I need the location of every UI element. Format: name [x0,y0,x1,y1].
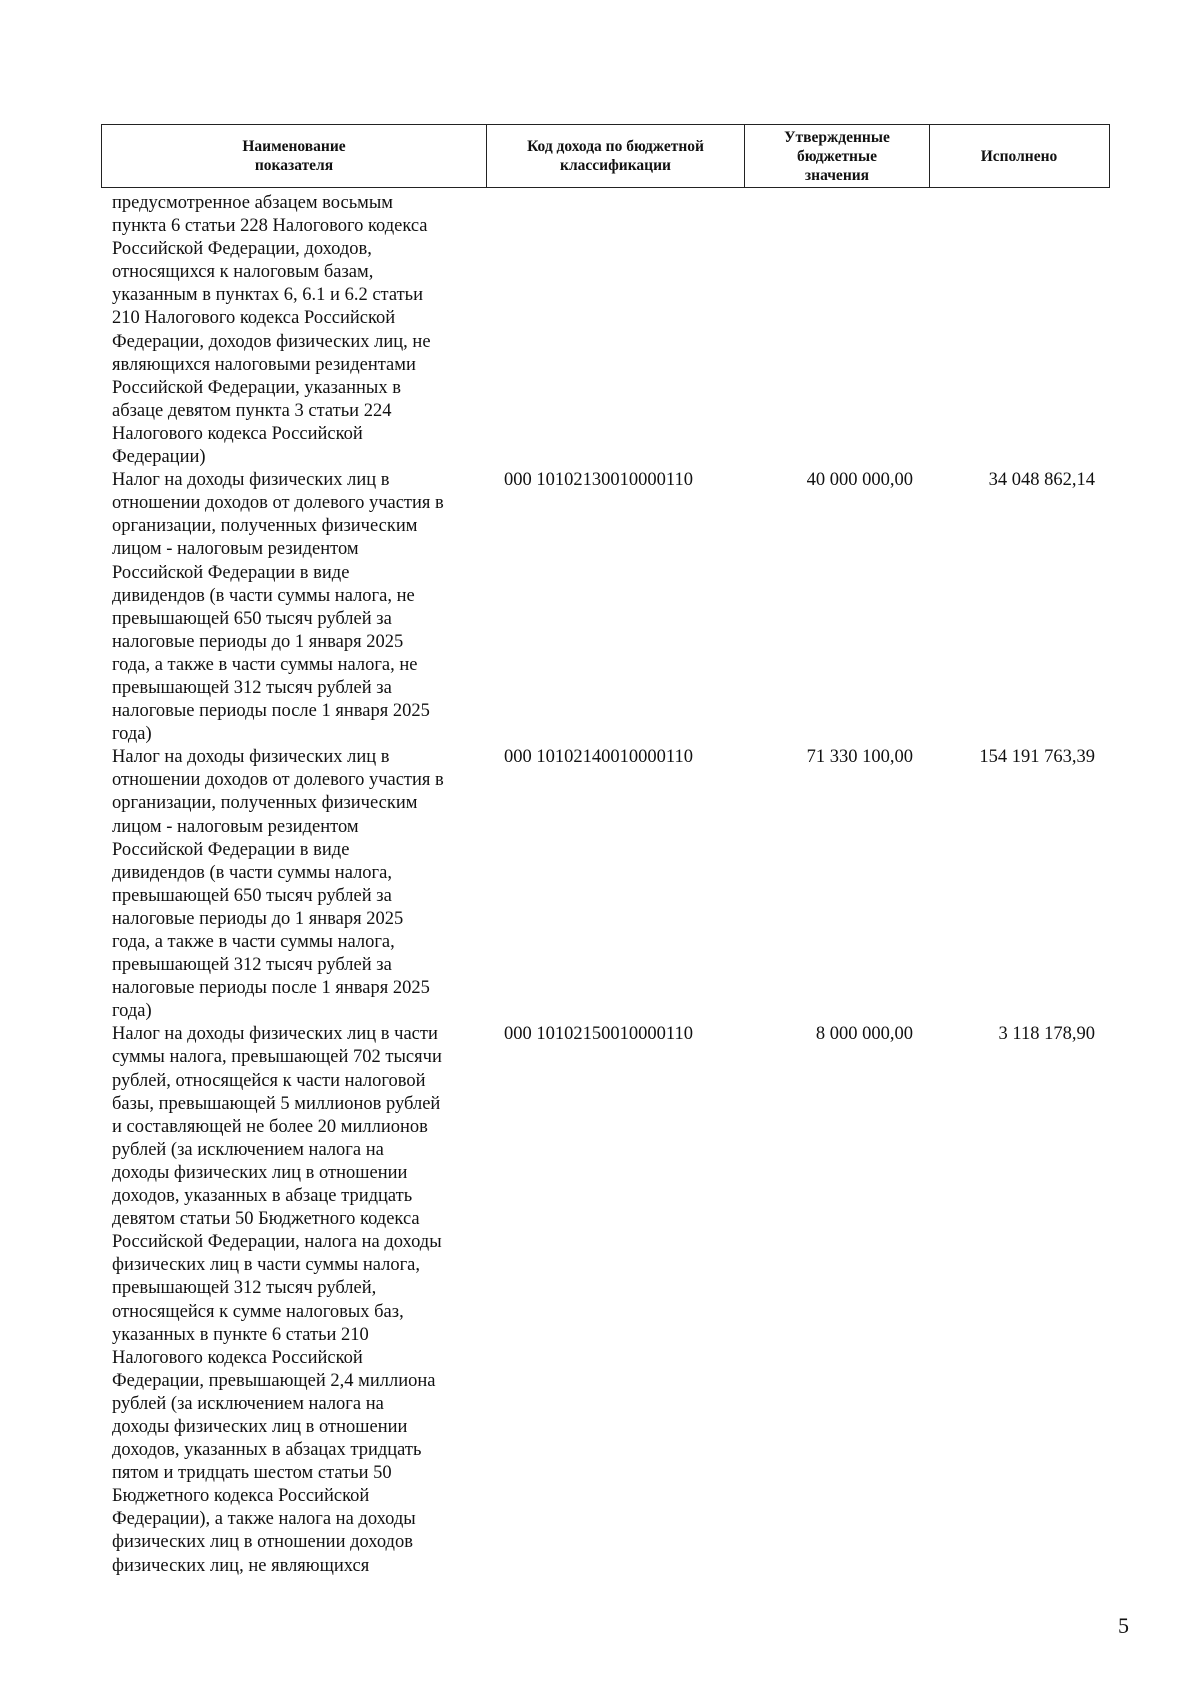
row-approved: 40 000 000,00 [806,470,913,491]
row-code: 000 10102150010000110 [504,1024,693,1045]
row-approved: 8 000 000,00 [815,1024,913,1045]
row-approved: 71 330 100,00 [806,747,913,768]
row-name: Налог на доходы физических лиц в отношении доходов от долевого участия в организации, полученных физическим лицом - налоговым резидентом Российской Федерации в виде дивидендов (в части суммы налога, превышающей 650 тысяч рублей за налоговые периоды до 1 января 2025 года, а также в части суммы налога, превышающей 312 тысяч рублей за налоговые периоды после 1 января 2025 года) [112,747,444,1022]
table-body [101,192,1110,1578]
table-header [101,124,1110,188]
row-executed [929,192,1107,469]
table-row [101,192,1110,469]
row-name: Налог на доходы физических лиц в отношении доходов от долевого участия в организации, полученных физическим лицом - налоговым резидентом Российской Федерации в виде дивидендов (в части суммы налога, не превышающей 650 тысяч рублей за налоговые периоды до 1 января 2025 года, а также в части суммы налога, не превышающей 312 тысяч рублей за налоговые периоды после 1 января 2025 года) [112,470,444,745]
header-executed: Исполнено [980,147,1058,165]
row-executed: 154 191 763,39 [979,747,1095,768]
row-code: 000 10102130010000110 [504,470,693,491]
table-row [101,1023,1110,1577]
row-code: 000 10102140010000110 [504,747,693,768]
row-approved [744,192,929,469]
page-number: 5 [1118,1613,1129,1638]
row-executed: 3 118 178,90 [998,1024,1095,1045]
header-approved: Утвержденные бюджетные значения [745,125,930,187]
table-row [101,746,1110,1023]
header-code: Код дохода по бюджетной классификации [487,125,745,187]
row-name: предусмотренное абзацем восьмым пункта 6 статьи 228 Налогового кодекса Российской Федерации, доходов, относящихся к налоговым базам, указанным в пунктах 6, 6.1 и 6.2 статьи 210 Налогового кодекса Российской Федерации, доходов физических лиц, не являющихся налоговыми резидентами Российской Федерации, указанных в абзаце девятом пункта 3 статьи 224 Налогового кодекса Российской Федерации) [112,193,431,468]
header-name: Наименование показателя [102,125,487,187]
row-executed: 34 048 862,14 [988,470,1095,491]
row-name: Налог на доходы физических лиц в части суммы налога, превышающей 702 тысячи рублей, относящейся к части налоговой базы, превышающей 5 миллионов рублей и составляющей не более 20 миллионов рублей (за исключением налога на доходы физических лиц в отношении доходов, указанных в абзаце тридцать девятом статьи 50 Бюджетного кодекса Российской Федерации, налога на доходы физических лиц в части суммы налога, превышающей 312 тысяч рублей, относящейся к сумме налоговых баз, указанных в пункте 6 статьи 210 Налогового кодекса Российской Федерации, превышающей 2,4 миллиона рублей (за исключением налога на доходы физических лиц в отношении доходов, указанных в абзацах тридцать пятом и тридцать шестом статьи 50 Бюджетного кодекса Российской Федерации), а также налога на доходы физических лиц в отношении доходов физических лиц, не являющихся [112,1024,442,1576]
table-row [101,469,1110,746]
row-code [486,192,744,469]
